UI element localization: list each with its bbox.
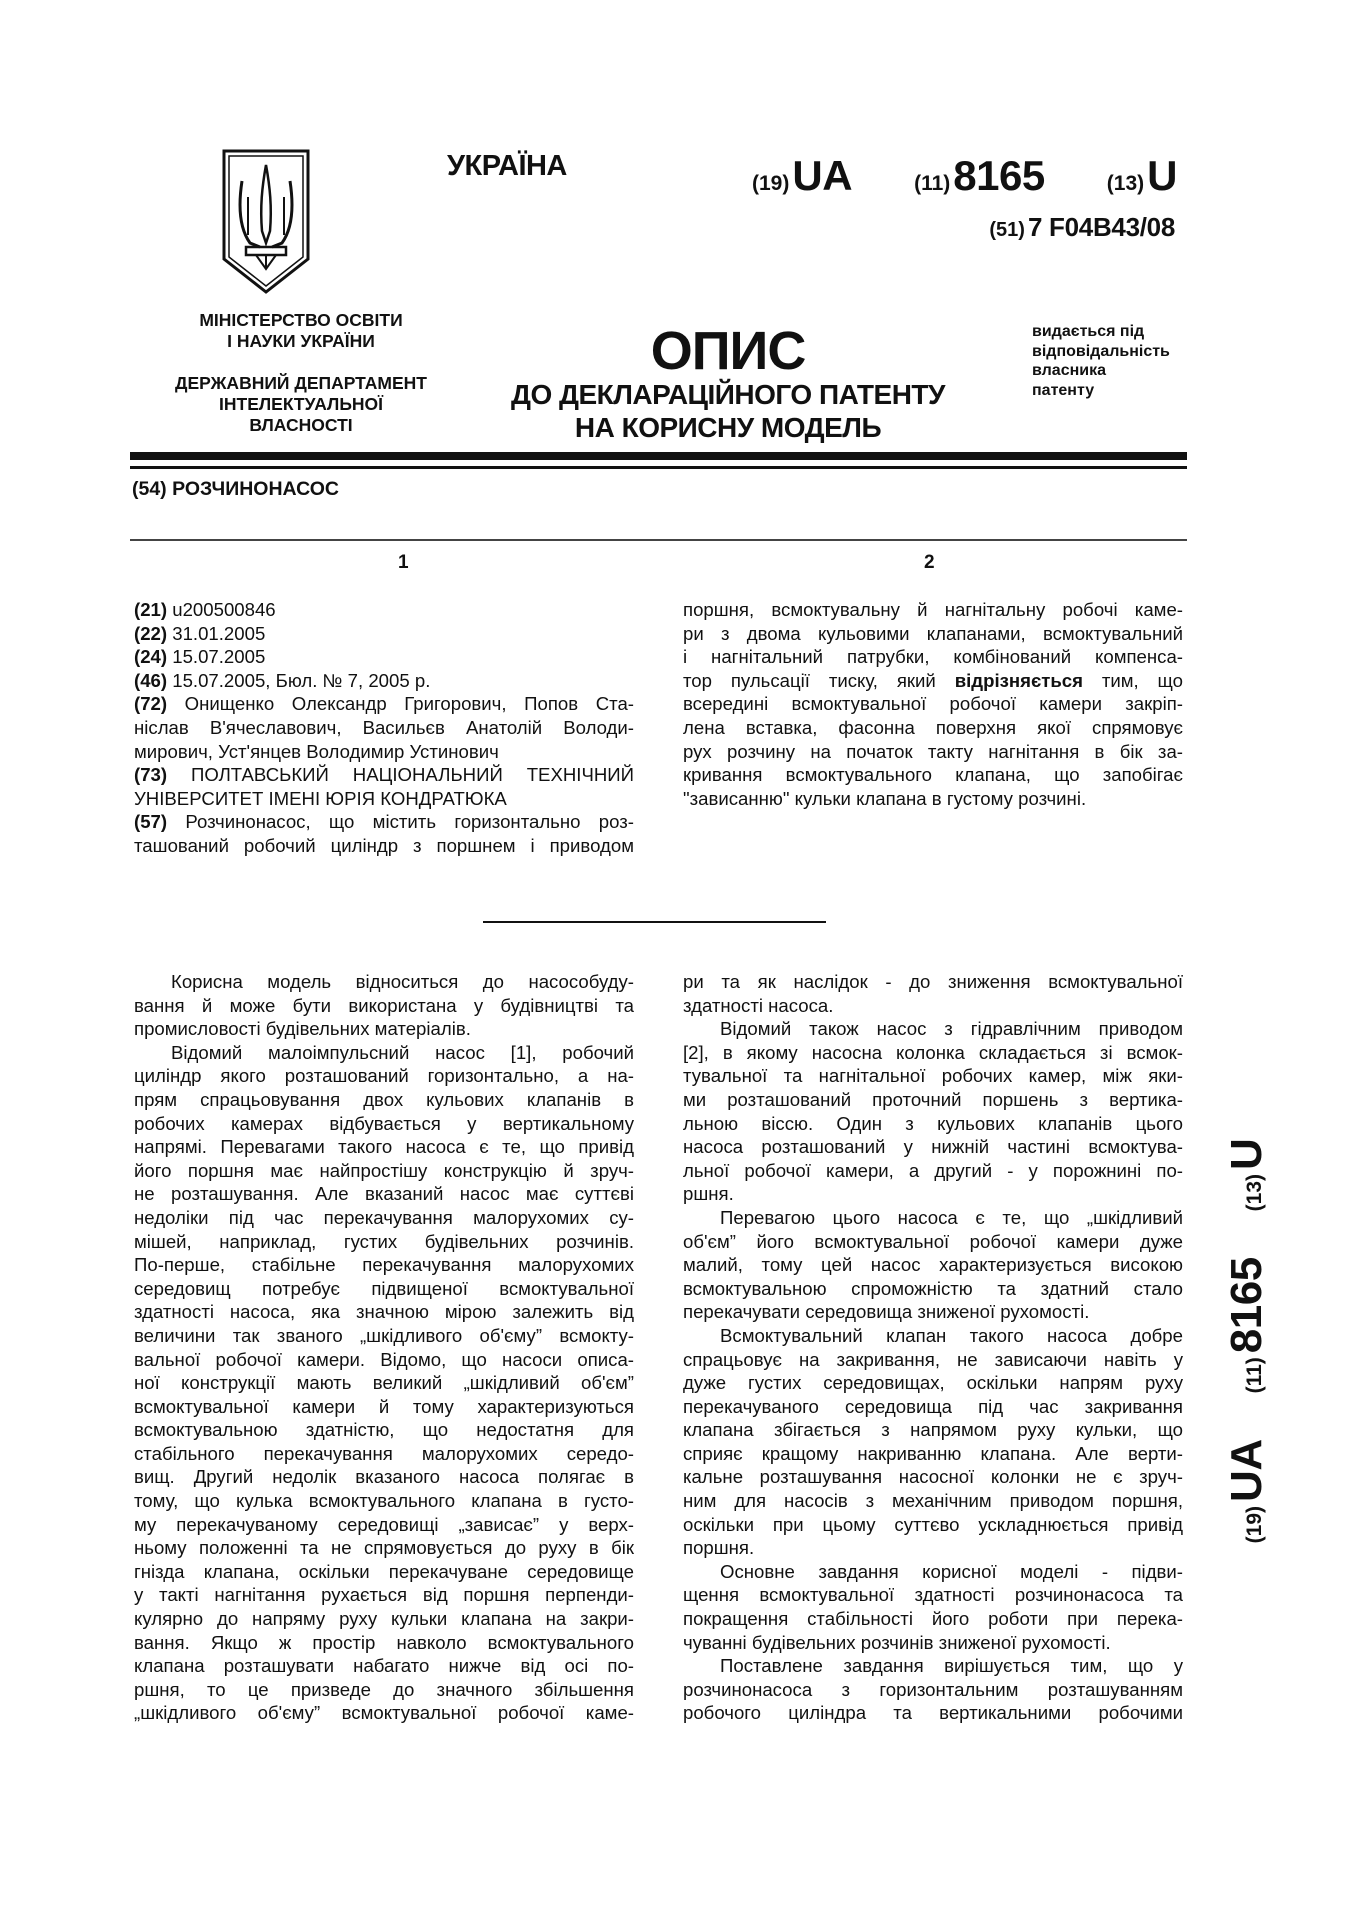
line-text: недоліки під час перекачування малорухомих су-	[134, 1206, 634, 1228]
country-name: УКРАЇНА	[447, 150, 567, 182]
text-line	[134, 1465, 634, 1489]
column-number: 1	[398, 552, 409, 573]
country-code	[752, 152, 852, 200]
line-text: Всмоктувальний клапан такого насоса добре	[720, 1324, 1183, 1346]
paragraph	[134, 1041, 634, 1725]
text-line	[134, 716, 634, 740]
line-text: УНІВЕРСИТЕТ ІМЕНІ ЮРІЯ КОНДРАТЮКА	[134, 787, 507, 809]
line-text: Відомий також насос з гідравлічним приводом	[720, 1018, 1183, 1040]
inid-code-label: (46)	[134, 669, 173, 691]
text-line	[683, 1206, 1183, 1230]
line-text: Перевагою цього насоса є те, що „шкідливий	[720, 1206, 1183, 1228]
ipc-classification	[989, 212, 1175, 243]
side-document-kind	[1222, 1139, 1272, 1212]
text-line	[683, 1371, 1183, 1395]
line-text: вищ. Другий недолік вказаного насоса полягає в	[134, 1466, 634, 1488]
note-line: патенту	[1032, 381, 1095, 399]
line-text: робочих камерах відбувається у вертикальному	[134, 1112, 634, 1134]
paragraph	[134, 763, 634, 810]
document-kind	[1107, 152, 1177, 200]
text-line	[683, 1324, 1183, 1348]
text-line	[134, 994, 634, 1018]
text-line	[134, 1536, 634, 1560]
line-text: клапана збігається з напрямом руху кульки, що	[683, 1419, 1183, 1441]
text-line	[683, 1088, 1183, 1112]
text-segment: тим, що	[1082, 669, 1183, 691]
paragraph	[134, 669, 634, 693]
document-subtitle	[478, 378, 978, 444]
line-text: перекачувати середовища зниженої рухомості.	[683, 1301, 1090, 1323]
text-line	[683, 1701, 1183, 1725]
text-line	[683, 692, 1183, 716]
line-text: всередині всмоктувальної робочої камери закріп-	[683, 693, 1183, 715]
text-line	[134, 1348, 634, 1372]
line-text: Корисна модель відноситься до насособуду-	[171, 971, 634, 992]
line-text: мішей, наприклад, густих будівельних розчинів.	[134, 1230, 634, 1252]
line-text: Основне завдання корисної моделі - підви-	[720, 1560, 1183, 1582]
text-line	[134, 1017, 634, 1041]
paragraph	[683, 1560, 1183, 1654]
line-text: всмоктувальної камери й тому характеризуються	[134, 1395, 634, 1417]
note-line: власника	[1032, 362, 1106, 379]
section-separator	[483, 921, 826, 923]
line-text: Онищенко Олександр Григорович, Попов Ста-	[184, 693, 634, 715]
paragraph	[134, 645, 634, 669]
text-line	[134, 1631, 634, 1655]
text-line	[134, 1489, 634, 1513]
text-line	[134, 1607, 634, 1631]
text-line	[134, 740, 634, 764]
patent-number-value: 8165	[953, 152, 1045, 199]
text-line	[134, 1418, 634, 1442]
text-line	[134, 692, 634, 716]
paragraph	[683, 598, 1183, 810]
line-text: По-перше, стабільне перекачування малорухомих	[134, 1254, 634, 1276]
invention-title-text: РОЗЧИНОНАСОС	[172, 478, 339, 500]
line-text: ри з двома кульовими клапанами, всмоктувальний	[683, 622, 1183, 644]
paragraph	[134, 692, 634, 763]
text-line	[683, 1017, 1183, 1041]
inid-code-label: (51)	[989, 219, 1025, 241]
department-line: ІНТЕЛЕКТУАЛЬНОЇ	[219, 394, 383, 414]
text-line	[134, 1088, 634, 1112]
bibliographic-data-column	[134, 598, 634, 858]
line-text: розчинонасоса з горизонтальним розташуванням	[683, 1678, 1183, 1700]
line-text: 15.07.2005, Бюл. № 7, 2005 р.	[172, 669, 431, 691]
line-text: ньому положенні та не спрямовується до руху в бік	[134, 1537, 634, 1559]
document-title: ОПИС	[650, 321, 806, 381]
line-text: "зависанню" кульки клапана в густому розчині.	[683, 787, 1087, 809]
text-line	[134, 1182, 634, 1206]
subtitle-line: НА КОРИСНУ МОДЕЛЬ	[574, 412, 882, 443]
description-column-left	[134, 970, 634, 1725]
text-line	[134, 1112, 634, 1136]
line-text: спрацьовує на закривання, не зависаючи навіть у	[683, 1348, 1183, 1370]
line-text: ної конструкції мають великий „шкідливий об'єм”	[134, 1372, 634, 1394]
text-line	[134, 763, 634, 787]
department-line: ДЕРЖАВНИЙ ДЕПАРТАМЕНТ	[175, 373, 427, 393]
text-line	[683, 1489, 1183, 1513]
ministry-name	[170, 310, 432, 352]
line-text: поршня, всмоктувальну й нагнітальну робочі каме-	[683, 599, 1183, 620]
text-line	[683, 1159, 1183, 1183]
inid-code-label: (22)	[134, 622, 173, 644]
line-text: вання й може бути використана у будівництві та	[134, 994, 634, 1016]
line-text: кривання всмоктувального клапана, що запобігає	[683, 764, 1183, 786]
text-line	[683, 787, 1183, 811]
text-segment: тор пульсації тиску, який	[683, 669, 955, 691]
line-text: величини так званого „шкідливого об'єму” всмокту-	[134, 1324, 634, 1346]
line-text: покращення стабільності його роботи при перека-	[683, 1608, 1183, 1630]
invention-title	[132, 478, 339, 501]
note-line: відповідальність	[1032, 342, 1170, 360]
line-text: льної робочої камери, а другий - у порожнині по-	[683, 1159, 1183, 1181]
text-line	[683, 1654, 1183, 1678]
text-line	[683, 622, 1183, 646]
paragraph	[134, 970, 634, 1041]
line-text: Відомий малоімпульсний насос [1], робочий	[171, 1041, 634, 1063]
text-line	[134, 1701, 634, 1725]
line-text: 15.07.2005	[172, 646, 266, 668]
department-line: ВЛАСНОСТІ	[249, 415, 353, 435]
text-line	[683, 1064, 1183, 1088]
text-line	[683, 1300, 1183, 1324]
line-text: не розташування. Але вказаний насос має суттєві	[134, 1183, 634, 1205]
paragraph	[683, 1017, 1183, 1206]
text-line	[683, 669, 1183, 693]
line-text: тувальної та нагнітальної робочих камер, між яки-	[683, 1065, 1183, 1087]
text-line	[683, 1112, 1183, 1136]
text-line	[683, 1513, 1183, 1537]
line-text: 31.01.2005	[172, 622, 266, 644]
line-text: промисловості будівельних матеріалів.	[134, 1018, 471, 1040]
inid-code-label: (11)	[1243, 1357, 1266, 1394]
text-line	[683, 1395, 1183, 1419]
header-divider-thin	[130, 466, 1187, 469]
text-line	[683, 1041, 1183, 1065]
text-line	[683, 1182, 1183, 1206]
inid-code-label: (73)	[134, 764, 191, 786]
paragraph	[134, 810, 634, 857]
side-country-code-value: UA	[1222, 1439, 1271, 1502]
patent-number	[914, 152, 1045, 200]
text-line	[683, 598, 1183, 622]
text-line	[134, 1371, 634, 1395]
line-text: поршня.	[683, 1537, 755, 1559]
text-line	[134, 970, 634, 994]
country-code-value: UA	[792, 152, 853, 199]
inid-code-label: (21)	[134, 599, 173, 620]
ipc-value: 7 F04B43/08	[1027, 212, 1175, 242]
paragraph	[134, 622, 634, 646]
inid-code-label: (54)	[132, 478, 167, 500]
line-text: об'єм” його всмоктувальної робочої камери дуже	[683, 1230, 1183, 1252]
line-text: ним для насосів з механічним приводом поршня,	[683, 1490, 1183, 1512]
text-line	[683, 645, 1183, 669]
text-line	[134, 669, 634, 693]
line-text: у такті нагнітання рухається від поршня перпенди-	[134, 1584, 634, 1606]
line-text: вальної робочої камери. Відомо, що насоси описа-	[134, 1348, 634, 1370]
line-text: вання. Якщо ж простір навколо всмоктувального	[134, 1631, 634, 1653]
inid-code-label: (24)	[134, 646, 173, 668]
line-text: ПОЛТАВСЬКИЙ НАЦІОНАЛЬНИЙ ТЕХНІЧНИЙ	[190, 764, 635, 786]
emphasis-text: відрізняється	[954, 669, 1083, 691]
paragraph	[683, 1324, 1183, 1560]
paragraph	[134, 598, 634, 622]
line-text: дуже густих середовищах, оскільки напрям руху	[683, 1372, 1183, 1394]
line-text: Поставлене завдання вирішується тим, що у	[720, 1655, 1183, 1677]
line-text: середовищ потребує підвищеної всмоктувальної	[134, 1277, 634, 1299]
text-line	[683, 1678, 1183, 1702]
line-text: тому, що кулька всмоктувального клапана в густо-	[134, 1490, 634, 1512]
department-name	[170, 373, 432, 436]
line-text: кулярно до напряму руху кульки клапана на закри-	[134, 1608, 634, 1630]
inid-code-label: (13)	[1106, 172, 1145, 195]
line-text: клапана розташувати набагато нижче від осі по-	[134, 1655, 634, 1677]
text-line	[134, 1560, 634, 1584]
line-text: ршня, то це призведе до значного збільшення	[134, 1678, 634, 1700]
text-line	[683, 970, 1183, 994]
text-line	[134, 622, 634, 646]
line-text: Розчинонасос, що містить горизонтально роз-	[185, 811, 634, 833]
line-text: здатності насоса.	[683, 994, 834, 1016]
paragraph	[683, 1206, 1183, 1324]
text-line	[134, 1159, 634, 1183]
line-text: всмоктувальною здатністю, що недостатня для	[134, 1419, 634, 1441]
side-country-code	[1222, 1393, 1272, 1543]
text-line	[134, 1253, 634, 1277]
line-text: стабільного перекачування малорухомих середо-	[134, 1442, 634, 1464]
text-line	[683, 1277, 1183, 1301]
line-text: рух розчину на початок такту нагнітання в бік за-	[683, 740, 1183, 762]
inid-code-label: (19)	[1243, 1505, 1266, 1544]
text-line	[683, 1465, 1183, 1489]
text-line	[683, 1135, 1183, 1159]
paragraph	[683, 1654, 1183, 1725]
text-line	[134, 1583, 634, 1607]
text-line	[134, 1277, 634, 1301]
line-text: „шкідливого об'єму” всмоктувальної робочої каме-	[134, 1702, 634, 1724]
text-line	[134, 1064, 634, 1088]
line-text: гнізда клапана, оскільки перекачуване середовище	[134, 1560, 634, 1582]
text-line	[683, 994, 1183, 1018]
header-divider-thick	[130, 452, 1187, 460]
text-line	[683, 716, 1183, 740]
subtitle-line: ДО ДЕКЛАРАЦІЙНОГО ПАТЕНТУ	[511, 379, 945, 410]
line-text: оскільки при цьому суттєво ускладнюється привід	[683, 1513, 1183, 1535]
text-line	[683, 1418, 1183, 1442]
ministry-line: МІНІСТЕРСТВО ОСВІТИ	[199, 310, 403, 330]
text-line	[683, 1631, 1183, 1655]
line-text: і нагнітальний патрубки, комбінований компенса-	[683, 646, 1183, 668]
text-line	[134, 645, 634, 669]
side-patent-number-value: 8165	[1222, 1257, 1271, 1354]
text-line	[683, 1560, 1183, 1584]
inid-code-label: (11)	[914, 172, 951, 195]
text-line	[134, 1230, 634, 1254]
line-text: [2], в якому насосна колонка складається зі всмок-	[683, 1041, 1183, 1063]
line-text: його поршня має найпростішу конструкцію й зруч-	[134, 1159, 634, 1181]
text-line	[134, 1513, 634, 1537]
line-text: щення всмоктувальної здатності розчинонасоса та	[683, 1584, 1183, 1606]
side-document-number	[1222, 1139, 1272, 1544]
inid-code-label: (19)	[752, 172, 790, 195]
line-text: робочого циліндра та вертикальними робочими	[683, 1702, 1183, 1724]
text-line	[683, 1583, 1183, 1607]
note-line: видається під	[1032, 323, 1145, 340]
document-kind-value: U	[1147, 152, 1177, 199]
responsibility-note	[1032, 322, 1170, 400]
text-line	[683, 1348, 1183, 1372]
line-text: u200500846	[172, 599, 276, 620]
text-line	[134, 1654, 634, 1678]
line-text: сприяє кращому накриванню клапана. Але верти-	[683, 1442, 1183, 1464]
line-text: циліндр якого розташований горизонтально, а на-	[134, 1065, 634, 1087]
line-text: прям спрацьовування двох кульових клапанів в	[134, 1088, 634, 1110]
text-line	[683, 1536, 1183, 1560]
text-line	[134, 787, 634, 811]
text-line	[134, 1041, 634, 1065]
line-text: ташований робочий циліндр з поршнем і приводом	[134, 834, 634, 856]
inid-code-label: (13)	[1243, 1173, 1266, 1212]
side-patent-number	[1222, 1211, 1272, 1393]
text-line	[683, 1230, 1183, 1254]
inid-code-label: (72)	[134, 693, 185, 715]
text-line	[134, 834, 634, 858]
document-codes	[752, 152, 1177, 200]
side-document-kind-value: U	[1222, 1138, 1271, 1170]
text-line	[134, 1395, 634, 1419]
text-line	[683, 1607, 1183, 1631]
text-line	[134, 1135, 634, 1159]
text-line	[683, 740, 1183, 764]
title-divider	[130, 539, 1187, 541]
text-line	[134, 1300, 634, 1324]
line-text: напрямі. Перевагами такого насоса є те, що привід	[134, 1136, 634, 1158]
line-text: насоса розташований у нижній частині всмоктува-	[683, 1136, 1183, 1158]
claim-column	[683, 598, 1183, 810]
text-line	[683, 1442, 1183, 1466]
line-text: кальне розташування насосної колонки не є зруч-	[683, 1466, 1183, 1488]
text-line	[134, 598, 634, 622]
line-text: лена вставка, фасонна поверхня якої спрямовує	[683, 716, 1183, 738]
text-line	[134, 810, 634, 834]
line-text: перекачуваного середовища під час закривання	[683, 1395, 1183, 1417]
ministry-line: І НАУКИ УКРАЇНИ	[227, 331, 375, 351]
line-text: здатності насоса, яка значною мірою залежить від	[134, 1301, 634, 1323]
line-text: чуванні будівельних розчинів зниженої рухомості.	[683, 1631, 1111, 1653]
text-line	[683, 763, 1183, 787]
column-number: 2	[924, 552, 935, 573]
text-line	[134, 1324, 634, 1348]
text-line	[683, 1253, 1183, 1277]
line-text: мирович, Уст'янцев Володимир Устинович	[134, 740, 499, 762]
ukraine-coat-of-arms-emblem	[220, 147, 312, 295]
line-text: всмоктувальною спроможністю та здатний стало	[683, 1277, 1183, 1299]
paragraph	[683, 970, 1183, 1017]
line-text: ршня.	[683, 1183, 734, 1205]
line-text: льною віссю. Один з кульових клапанів цього	[683, 1112, 1183, 1134]
inid-code-label: (57)	[134, 811, 186, 833]
description-column-right	[683, 970, 1183, 1725]
line-text: му перекачуваному середовищі „зависає” у верх-	[134, 1513, 634, 1535]
line-text: малий, тому цей насос характеризується високою	[683, 1254, 1183, 1276]
text-line	[134, 1442, 634, 1466]
text-line	[134, 1678, 634, 1702]
line-text: ніслав В'ячеславович, Васильєв Анатолій Володи-	[134, 716, 634, 738]
line-text: ми розташований проточний поршень з вертика-	[683, 1088, 1183, 1110]
line-text: ри та як наслідок - до зниження всмоктувальної	[683, 971, 1183, 992]
text-line	[134, 1206, 634, 1230]
